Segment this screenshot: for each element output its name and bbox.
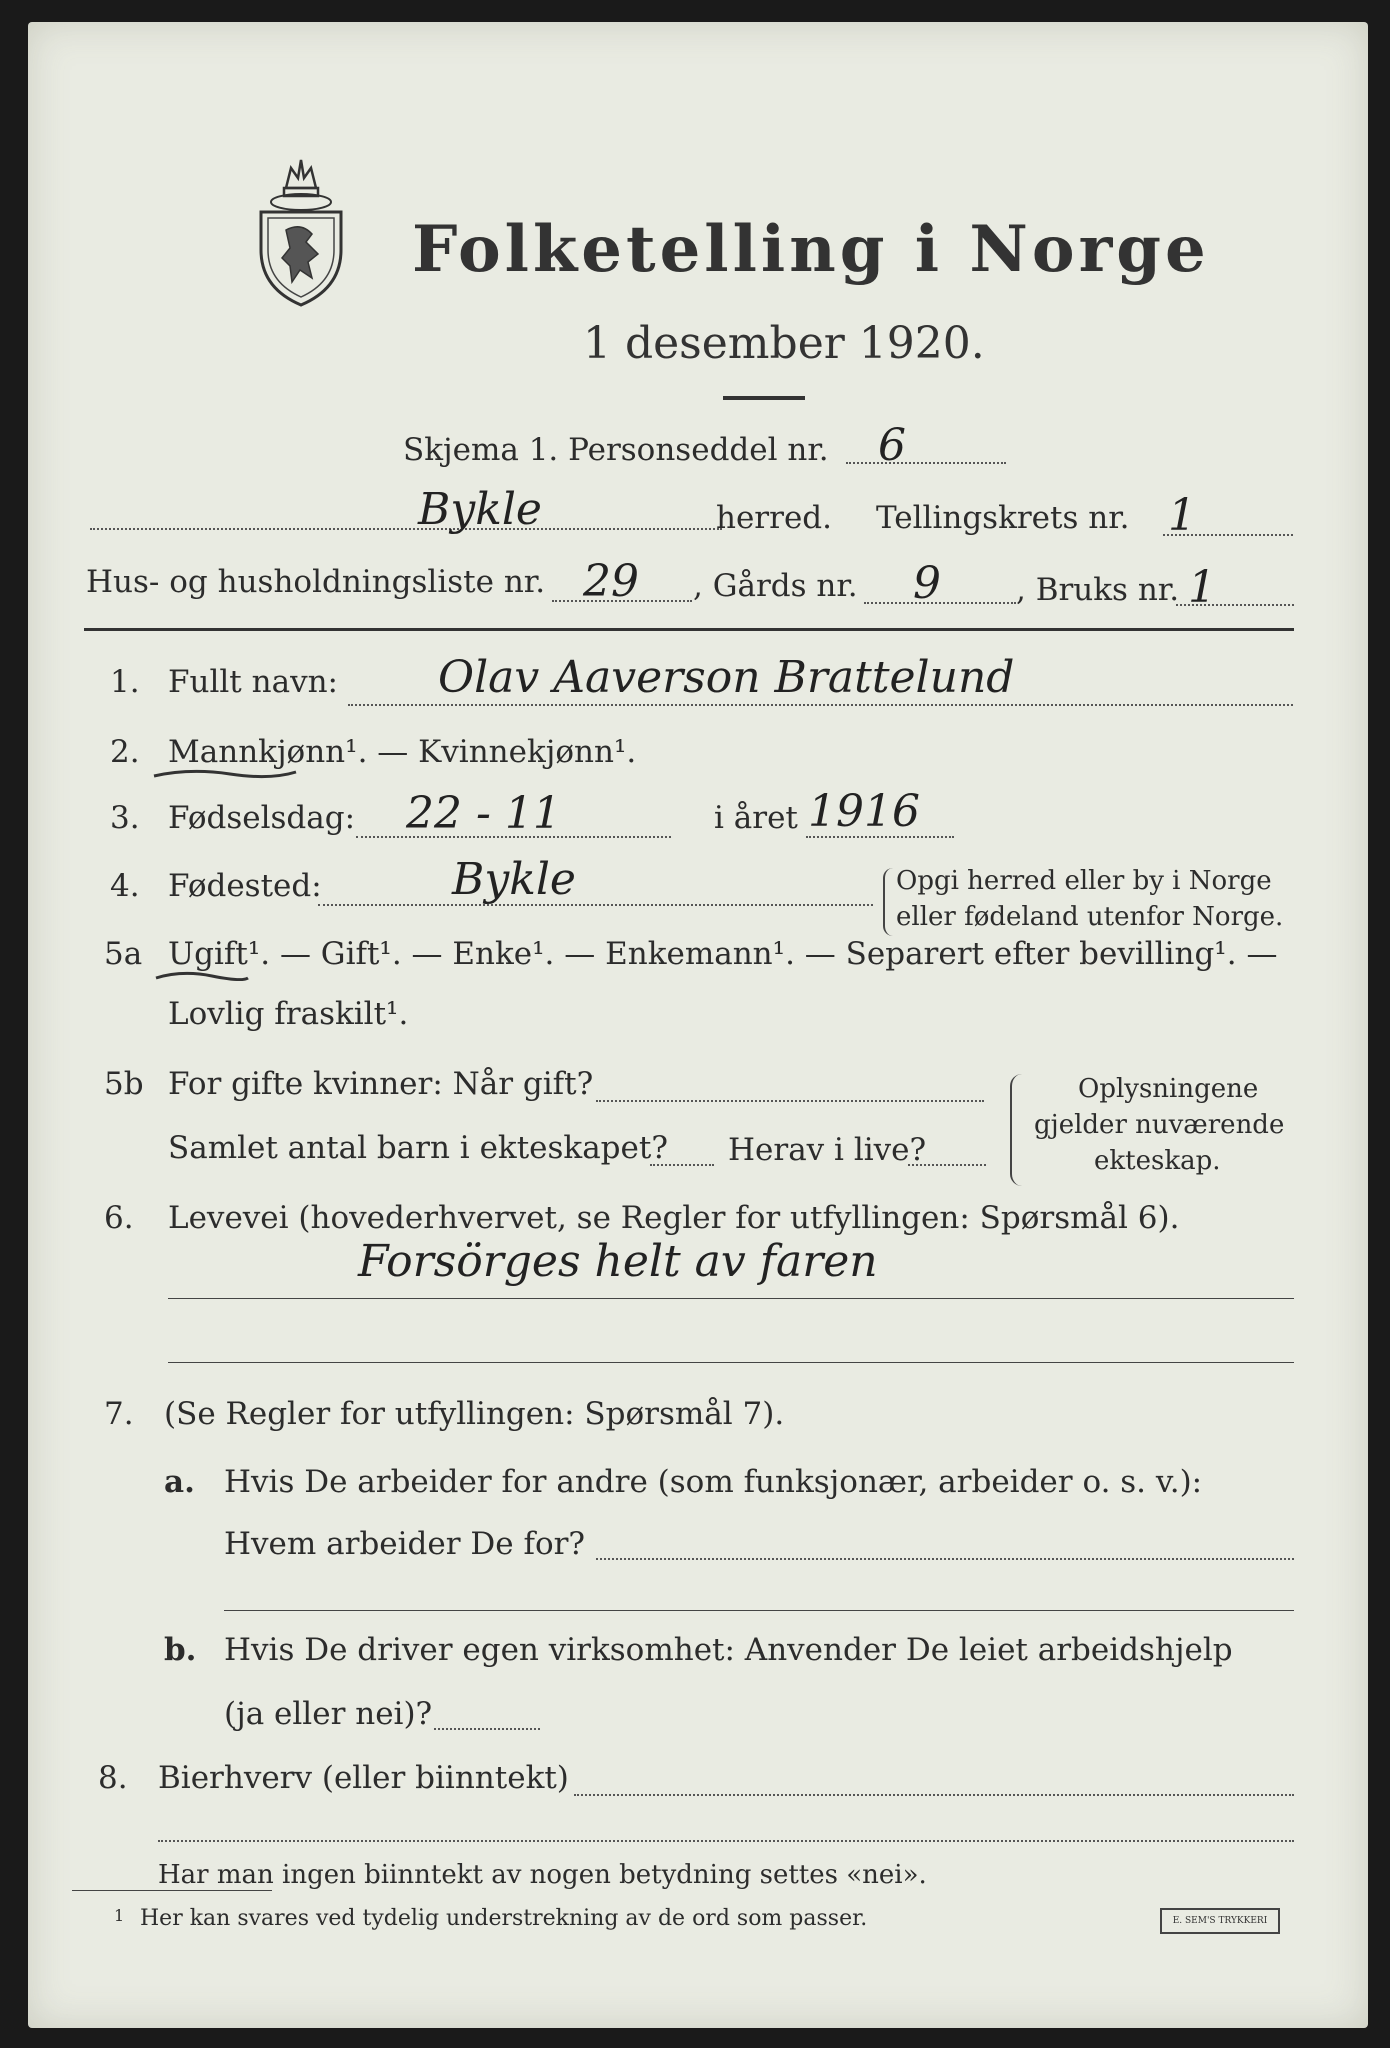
q5b-bracket <box>1010 1074 1022 1186</box>
q2-number: 2. <box>110 734 140 770</box>
q3-year-value: 1916 <box>808 786 920 837</box>
q5b-married-line <box>596 1100 984 1102</box>
herred-label: herred. <box>716 500 832 536</box>
q7b-line-1: Hvis De driver egen virksomhet: Anvender De leiet arbeidshjelp <box>224 1632 1233 1668</box>
q5b-note-2: gjelder nuværende <box>1034 1110 1285 1140</box>
q4-label: Fødested: <box>168 868 322 904</box>
q5b-line-1: For gifte kvinner: Når gift? <box>168 1066 594 1102</box>
q4-bracket <box>883 868 893 936</box>
q4-number: 4. <box>110 868 140 904</box>
gards-value: 9 <box>913 558 941 609</box>
personseddel-line <box>846 462 1006 464</box>
herred-value: Bykle <box>418 484 542 535</box>
q5a-number: 5a <box>104 936 143 972</box>
q6-label: Levevei (hovederhvervet, se Regler for utfyllingen: Spørsmål 6). <box>168 1200 1180 1236</box>
q4-value: Bykle <box>452 854 576 905</box>
q6-value: Forsörges helt av faren <box>358 1236 878 1287</box>
q3-year-label: i året <box>714 800 798 836</box>
q5a-line-2: Lovlig fraskilt¹. <box>168 996 409 1032</box>
q8-label: Bierhverv (eller biinntekt) <box>158 1760 569 1796</box>
q7b-line <box>434 1728 540 1730</box>
footnote-divider <box>72 1890 272 1891</box>
bruks-value: 1 <box>1188 562 1216 613</box>
q7a-line <box>596 1558 1294 1560</box>
q7b-mark: b. <box>164 1632 197 1668</box>
q8-note: Har man ingen biinntekt av nogen betydning settes «nei». <box>158 1860 927 1890</box>
q3-label: Fødselsdag: <box>168 800 356 836</box>
q1-line <box>348 704 1293 706</box>
title-divider <box>723 396 805 400</box>
q5b-note-3: ekteskap. <box>1094 1146 1221 1176</box>
footnote-text: Her kan svares ved tydelig understrekning av de ord som passer. <box>140 1906 868 1931</box>
husholdning-value: 29 <box>583 556 639 607</box>
q5b-alive-label: Herav i live? <box>728 1132 927 1168</box>
printer-stamp: E. SEM'S TRYKKERI <box>1160 1908 1280 1934</box>
tellingskrets-label: Tellingskrets nr. <box>876 500 1130 536</box>
q1-number: 1. <box>110 664 140 700</box>
q7a-line-2: Hvem arbeider De for? <box>224 1526 586 1562</box>
ugift-underline <box>152 966 252 988</box>
q4-note-2: eller fødeland utenfor Norge. <box>896 902 1284 932</box>
q7a-line-1: Hvis De arbeider for andre (som funksjonær, arbeider o. s. v.): <box>224 1464 1203 1500</box>
q5b-number: 5b <box>104 1066 144 1102</box>
q7b-line-2: (ja eller nei)? <box>224 1696 433 1732</box>
husholdning-label: Hus- og husholdningsliste nr. <box>86 564 546 600</box>
q5b-note-1: Oplysningene <box>1078 1074 1259 1104</box>
q8-number: 8. <box>98 1760 128 1796</box>
q3-date-value: 22 - 11 <box>406 788 561 839</box>
q6-line-1 <box>168 1298 1294 1299</box>
skjema-label: Skjema 1. Personseddel nr. <box>403 432 829 468</box>
q1-value: Olav Aaverson Brattelund <box>438 652 1015 703</box>
q5b-children-label: Samlet antal barn i ekteskapet? <box>168 1130 668 1166</box>
gards-label: , Gårds nr. <box>693 568 858 604</box>
q2-label: Mannkjønn¹. — Kvinnekjønn¹. <box>168 734 637 770</box>
q5b-alive-line <box>908 1164 986 1166</box>
q7-number: 7. <box>104 1396 134 1432</box>
mannkjonn-underline <box>150 762 300 784</box>
q6-number: 6. <box>104 1200 134 1236</box>
census-form <box>28 22 1368 2028</box>
q6-line-2 <box>168 1362 1294 1363</box>
personseddel-value: 6 <box>878 420 906 471</box>
q4-line <box>318 904 873 906</box>
q8-line-2 <box>158 1840 1294 1842</box>
herred-line <box>90 528 722 530</box>
form-date: 1 desember 1920. <box>583 318 985 369</box>
q5a-line-1: Ugift¹. — Gift¹. — Enke¹. — Enkemann¹. — Separert efter bevilling¹. — <box>168 936 1278 972</box>
q7a-line-extra <box>224 1610 1294 1611</box>
coat-of-arms-icon <box>246 150 356 310</box>
q7-label: (Se Regler for utfyllingen: Spørsmål 7). <box>164 1396 785 1432</box>
header-divider <box>84 628 1294 631</box>
footnote-mark: 1 <box>114 1906 125 1925</box>
tellingskrets-value: 1 <box>1168 490 1196 541</box>
q5b-children-line <box>650 1164 714 1166</box>
q4-note-1: Opgi herred eller by i Norge <box>896 866 1272 896</box>
bruks-label: , Bruks nr. <box>1016 572 1180 608</box>
q1-label: Fullt navn: <box>168 664 338 700</box>
form-title: Folketelling i Norge <box>412 212 1210 287</box>
q3-number: 3. <box>110 800 140 836</box>
q8-line-1 <box>574 1794 1294 1796</box>
q7a-mark: a. <box>164 1464 195 1500</box>
